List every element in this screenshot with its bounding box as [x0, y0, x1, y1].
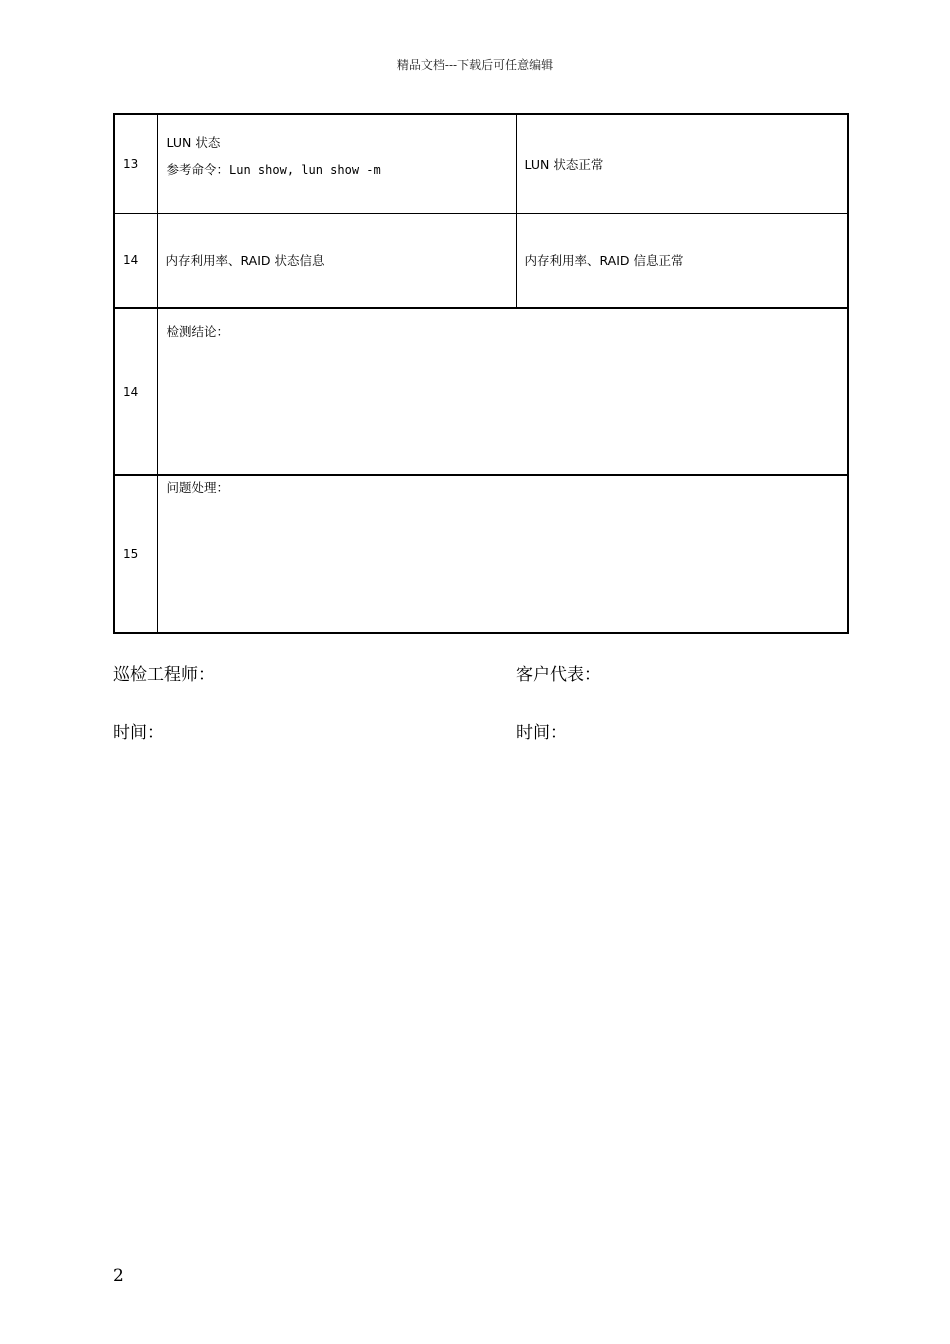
customer-time-label: 时间：	[516, 723, 567, 743]
command-text: Lun show, lun show -m	[229, 163, 381, 177]
row-number: 15	[114, 475, 157, 633]
item-title: 内存利用率、RAID 状态信息	[165, 253, 325, 269]
conclusion-cell	[157, 308, 848, 475]
row-number: 14	[114, 213, 157, 308]
page-number: 2	[113, 1266, 124, 1286]
expected-result: 内存利用率、RAID 信息正常	[524, 253, 684, 269]
conclusion-label: 检测结论：	[166, 324, 230, 339]
command-label: 参考命令：	[166, 162, 230, 177]
expected-cell	[516, 114, 848, 213]
issue-handling-label: 问题处理：	[166, 480, 230, 495]
customer-signature-label: 客户代表：	[516, 665, 601, 685]
item-title: LUN 状态	[166, 135, 221, 150]
row-number: 14	[114, 308, 157, 475]
table-row	[114, 213, 848, 308]
item-command	[167, 156, 508, 184]
item-cell	[157, 213, 516, 308]
table-row	[114, 308, 848, 475]
expected-cell	[516, 213, 848, 308]
header-note: 精品文档---下载后可任意编辑	[396, 58, 554, 72]
item-cell	[157, 114, 516, 213]
engineer-time-label: 时间：	[113, 723, 164, 743]
issue-handling-cell	[157, 475, 848, 633]
table-row	[114, 475, 848, 633]
engineer-signature-label: 巡检工程师：	[113, 665, 215, 685]
expected-result: LUN 状态正常	[524, 156, 604, 172]
row-number: 13	[114, 114, 157, 213]
inspection-table	[113, 113, 849, 634]
table-row	[114, 114, 848, 213]
